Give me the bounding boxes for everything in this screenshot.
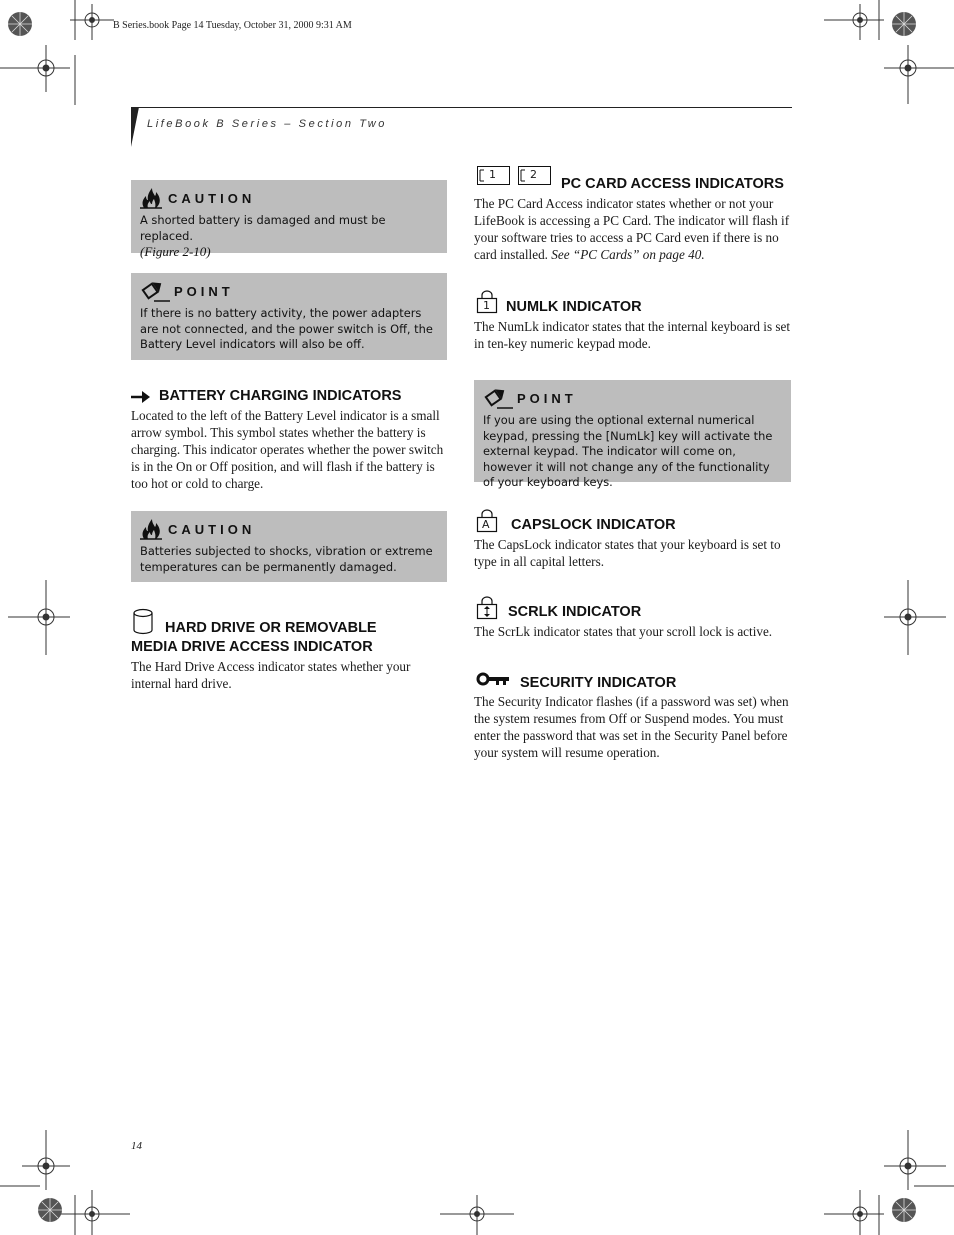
- charging-arrow-icon: [131, 390, 151, 404]
- hard-drive-heading-line2: MEDIA DRIVE ACCESS INDICATOR: [131, 639, 373, 655]
- capslock-text: The CapsLock indicator states that your keyboard is set to type in all capital letters.: [474, 537, 781, 570]
- pencil-point-icon: [140, 279, 170, 303]
- capslock-heading: CAPSLOCK INDICATOR: [511, 517, 676, 533]
- caution-box-1: [131, 180, 447, 260]
- numlk-heading: NUMLK INDICATOR: [506, 299, 642, 315]
- pc-card-reference: See “PC Cards” on page 40.: [551, 247, 705, 263]
- security-key-icon: [476, 672, 510, 686]
- flame-caution-icon: [140, 518, 164, 540]
- running-title: LifeBook B Series – Section Two: [147, 118, 387, 130]
- numlk-lock-icon: [476, 290, 498, 314]
- capslock-icon-label: A: [482, 518, 490, 531]
- point-title: POINT: [517, 390, 577, 406]
- flame-caution-icon: [140, 187, 164, 209]
- caution-body: Batteries subjected to shocks, vibration or extreme temperatures can be permanently damaged.: [140, 544, 433, 574]
- caution-title: CAUTION: [168, 521, 256, 537]
- scrlk-lock-icon: [476, 596, 498, 620]
- caution-title: CAUTION: [168, 190, 256, 206]
- pencil-point-icon: [483, 386, 513, 410]
- caution-body: A shorted battery is damaged and must be replaced.: [140, 213, 386, 243]
- security-heading: SECURITY INDICATOR: [520, 675, 677, 691]
- print-slug: B Series.book Page 14 Tuesday, October 31, 2000 9:31 AM: [113, 20, 352, 31]
- security-text: The Security Indicator flashes (if a password was set) when the system resumes from Off or Suspend modes. You must enter the password that was set in the Security Panel before your system will resume operation.: [474, 694, 789, 761]
- caution-box-2: [131, 511, 447, 582]
- point-box-2: [474, 380, 791, 490]
- point-body: If there is no battery activity, the power adapters are not connected, and the power switch is Off, the Battery Level indicators will also be off.: [140, 306, 433, 352]
- pc-card-heading: PC CARD ACCESS INDICATORS: [561, 176, 784, 192]
- figure-reference: (Figure 2-10): [140, 244, 211, 260]
- numlk-text: The NumLk indicator states that the internal keyboard is set in ten-key numeric keypad mode.: [474, 319, 791, 352]
- hard-drive-heading-line1: HARD DRIVE OR REMOVABLE: [165, 620, 377, 636]
- scrlk-text: The ScrLk indicator states that your scroll lock is active.: [474, 624, 773, 639]
- point-body: If you are using the optional external numerical keypad, pressing the [NumLk] key will activate the external keypad. The indicator will come on, however it will not change any of the functionality of your keyboard keys.: [483, 413, 773, 490]
- hard-drive-icon: [132, 608, 154, 636]
- scrlk-heading: SCRLK INDICATOR: [508, 604, 642, 620]
- pc-card-body: The PC Card Access indicator states whether or not your LifeBook is accessing a PC Card. The indicator will flash if your software tries to access a PC Card even if there is no card installed.: [474, 196, 790, 263]
- pc-card-slot-2-label: 2: [530, 168, 537, 181]
- capslock-lock-icon: [476, 509, 498, 533]
- numlk-icon-label: 1: [483, 299, 490, 312]
- battery-charging-heading: BATTERY CHARGING INDICATORS: [159, 388, 402, 404]
- header-tab: [131, 107, 139, 147]
- pc-card-slot-1-label: 1: [489, 168, 496, 181]
- pc-card-text: [474, 195, 792, 263]
- pc-card-slot-2-icon: [518, 166, 551, 185]
- header-rule: [131, 107, 792, 108]
- hard-drive-text: The Hard Drive Access indicator states whether your internal hard drive.: [131, 659, 411, 692]
- point-box-1: [131, 273, 447, 360]
- caution-text: [140, 213, 437, 261]
- battery-charging-text: Located to the left of the Battery Level indicator is a small arrow symbol. This symbol states whether the battery is charging. This indicator operates whether the power switch is in the On or Off position, and will flash if the battery is too hot or cold to charge.: [131, 408, 444, 492]
- pc-card-slot-1-icon: [477, 166, 510, 185]
- point-title: POINT: [174, 283, 234, 299]
- page-number: 14: [131, 1140, 142, 1152]
